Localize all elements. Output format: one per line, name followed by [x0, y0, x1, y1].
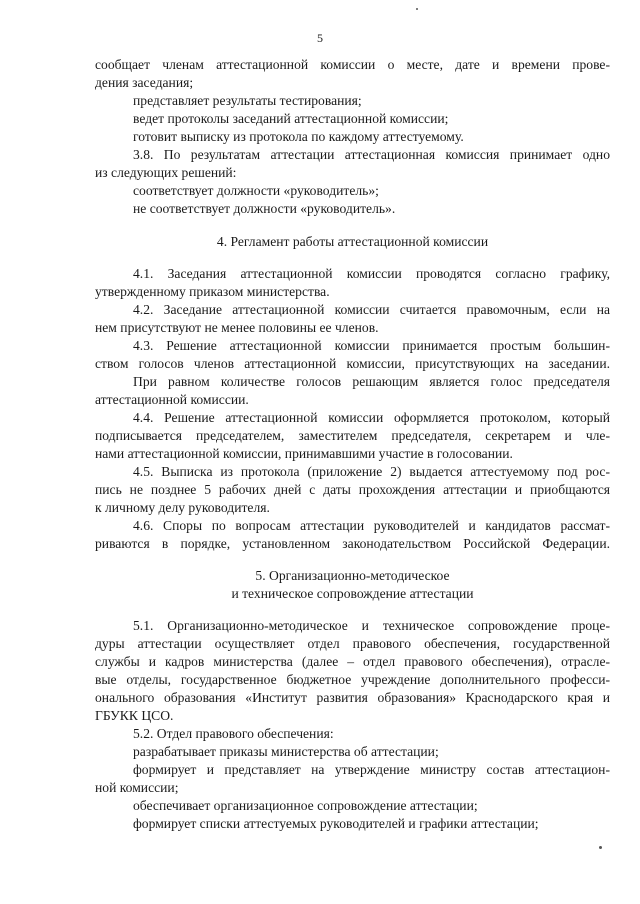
text-line: соответствует должности «руководитель»;	[133, 183, 379, 198]
text-line: представляет результаты тестирования;	[133, 93, 362, 108]
text-line: 5.1. Организационно-методическое и техническое сопровождение проце-	[133, 618, 610, 633]
text-line: 3.8. По результатам аттестации аттестационная комиссия принимает одно	[133, 147, 610, 162]
text-line: аттестационной комиссии.	[95, 392, 249, 407]
section-heading: 4. Регламент работы аттестационной комиссии	[216, 234, 489, 249]
text-line: ведет протоколы заседаний аттестационной комиссии;	[133, 111, 449, 126]
text-line: сообщает членам аттестационной комиссии о месте, дате и времени прове-	[95, 57, 610, 72]
text-line: пись не позднее 5 рабочих дней с даты прохождения аттестации и приобщаются	[95, 482, 610, 497]
text-line: подписывается председателем, заместителем председателя, секретарем и чле-	[95, 428, 610, 443]
section-heading-line-2: и техническое сопровождение аттестации	[231, 586, 474, 601]
scan-speck	[599, 846, 602, 849]
text-line: дения заседания;	[95, 75, 194, 90]
text-line: формирует списки аттестуемых руководителей и графики аттестации;	[133, 816, 539, 831]
page-number: 5	[317, 31, 323, 45]
text-line: 5.2. Отдел правового обеспечения:	[133, 726, 334, 741]
text-line: разрабатывает приказы министерства об аттестации;	[133, 744, 439, 759]
text-line: 4.1. Заседания аттестационной комиссии проводятся согласно графику,	[133, 266, 610, 281]
text-line: 4.3. Решение аттестационной комиссии принимается простым большин-	[133, 338, 610, 353]
text-line: 4.6. Споры по вопросам аттестации руководителей и кандидатов рассмат-	[133, 518, 610, 533]
text-line: 4.2. Заседание аттестационной комиссии считается правомочным, если на	[133, 302, 610, 317]
text-line: из следующих решений:	[95, 165, 237, 180]
text-line: нами аттестационной комиссии, принимавшими участие в голосовании.	[95, 446, 513, 461]
text-line: риваются в порядке, установленном законодательством Российской Федерации.	[95, 536, 610, 551]
text-line: При равном количестве голосов решающим является голос председателя	[133, 374, 610, 389]
text-line: службы и кадров министерства (далее – отдел правового обеспечения), отрасле-	[95, 654, 610, 669]
text-line: дуры аттестации осуществляет отдел правового обеспечения, государственной	[95, 636, 610, 651]
text-line: утвержденному приказом министерства.	[95, 284, 330, 299]
text-line: готовит выписку из протокола по каждому аттестуемому.	[133, 129, 464, 144]
text-line: нем присутствуют не менее половины ее членов.	[95, 320, 379, 335]
text-line: обеспечивает организационное сопровождение аттестации;	[133, 798, 478, 813]
text-line: не соответствует должности «руководитель».	[133, 201, 396, 216]
scan-speck	[416, 8, 418, 10]
section-heading-line-1: 5. Организационно-методическое	[255, 568, 450, 583]
text-line: к личному делу руководителя.	[95, 500, 270, 515]
text-line: 4.4. Решение аттестационной комиссии оформляется протоколом, который	[133, 410, 610, 425]
text-line: ством голосов членов аттестационной комиссии, присутствующих на заседании.	[95, 356, 610, 371]
text-line: 4.5. Выписка из протокола (приложение 2) выдается аттестуемому под рос-	[133, 464, 610, 479]
text-line: вые отделы, государственное бюджетное учреждение дополнительного професси-	[95, 672, 610, 687]
text-line: ГБУКК ЦСО.	[95, 708, 174, 723]
text-line: онального образования «Институт развития образования» Краснодарского края и	[95, 690, 610, 705]
text-line: ной комиссии;	[95, 780, 179, 795]
text-line: формирует и представляет на утверждение министру состав аттестацион-	[133, 762, 610, 777]
